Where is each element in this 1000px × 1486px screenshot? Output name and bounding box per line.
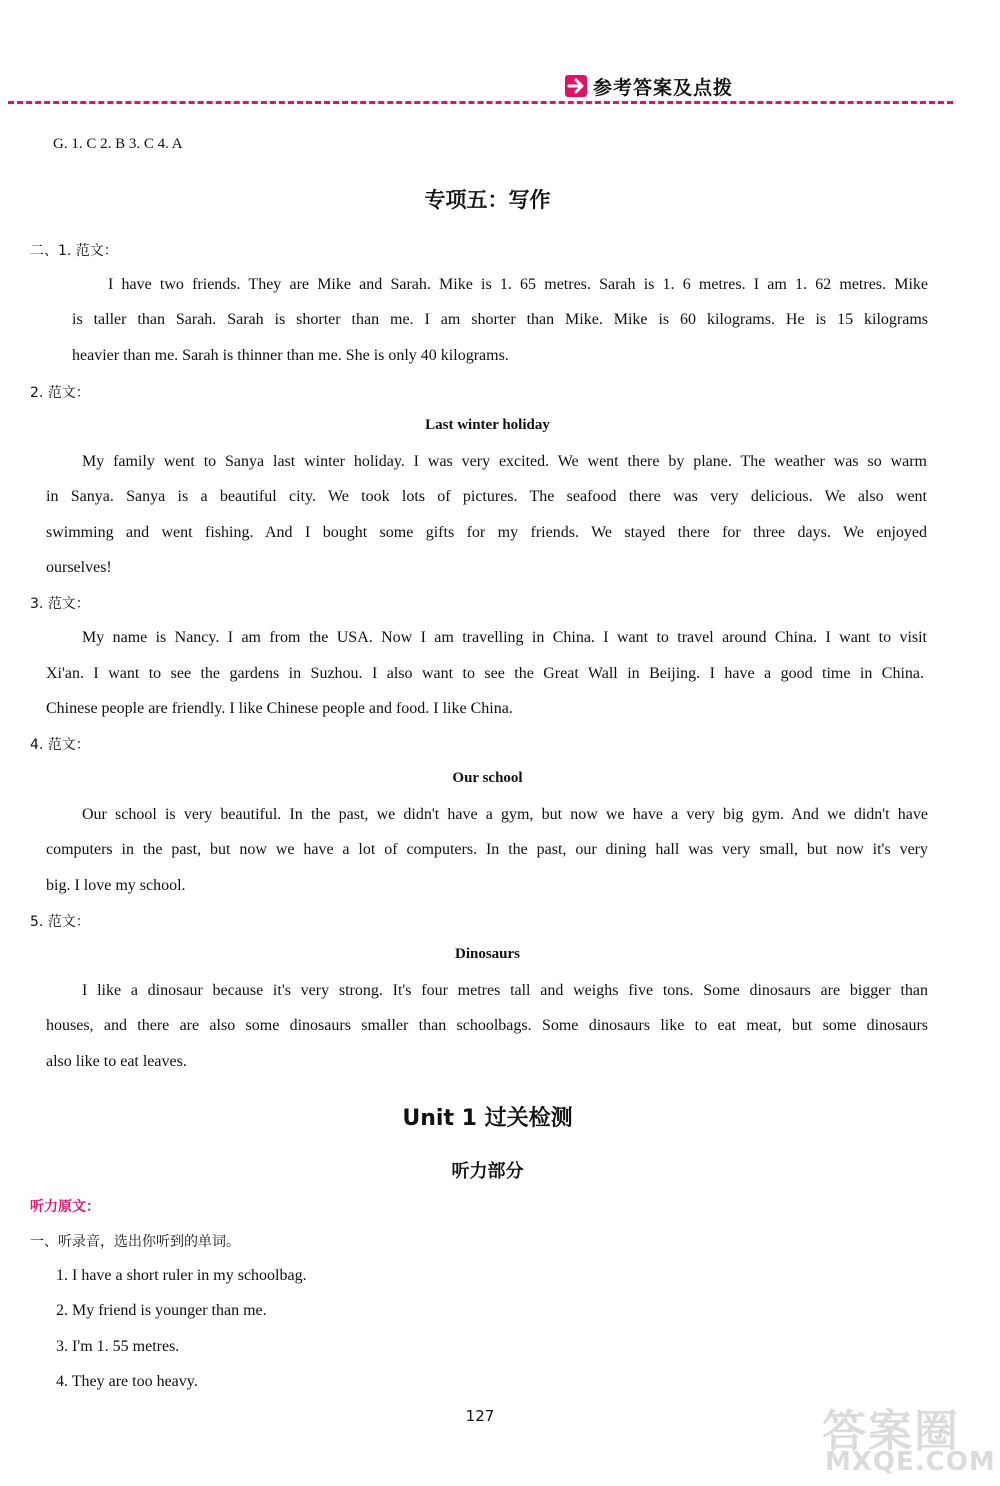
header-title: 参考答案及点拨 (593, 76, 734, 99)
essay-line: My family went to Sanya last winter holiday. I was very excited. We went there by plane. The weather was so warm (82, 453, 927, 470)
item-label: 二、1. 范文： (30, 243, 118, 259)
watermark-logo (800, 1395, 996, 1480)
essay-line: Xi'an. I want to see the gardens in Suzhou. I also want to see the Great Wall in Beijing. I have a good time in China. (46, 665, 924, 682)
essay-heading: Our school (452, 770, 523, 786)
essay-line: Our school is very beautiful. In the past, we didn't have a gym, but now we have a very big gym. And we didn't have (82, 806, 928, 823)
unit-title: Unit 1 过关检测 (402, 1106, 573, 1131)
script-label: 听力原文： (30, 1199, 100, 1215)
essay-heading: Last winter holiday (425, 417, 550, 433)
essay-line: swimming and went fishing. And I bought some gifts for my friends. We stayed there for three days. We enjoyed (46, 524, 927, 541)
page-number: 127 (465, 1407, 495, 1425)
essay-heading: Dinosaurs (454, 946, 521, 962)
unit-subtitle: 听力部分 (451, 1161, 524, 1182)
essay-line: also like to eat leaves. (46, 1053, 187, 1070)
essay-line: I have two friends. They are Mike and Sarah. Mike is 1. 65 metres. Sarah is 1. 6 metres. I am 1. 62 metres. Mike (108, 276, 928, 293)
item-label: 4. 范文： (30, 737, 90, 753)
essay-line: Chinese people are friendly. I like Chinese people and food. I like China. (46, 700, 513, 717)
list-item: 2. My friend is younger than me. (56, 1302, 267, 1319)
list-item: 3. I'm 1. 55 metres. (56, 1338, 180, 1355)
header-divider (8, 101, 953, 104)
question-label: 一、听录音，选出你听到的单词。 (30, 1234, 240, 1250)
answer-line-g: G. 1. C 2. B 3. C 4. A (53, 136, 183, 152)
item-label: 5. 范文： (30, 914, 90, 930)
item-label: 3. 范文： (30, 596, 90, 612)
essay-line: is taller than Sarah. Sarah is shorter than me. I am shorter than Mike. Mike is 60 kilograms. He is 15 kilograms (72, 311, 928, 328)
essay-line: ourselves! (46, 559, 112, 576)
essay-line: houses, and there are also some dinosaurs smaller than schoolbags. Some dinosaurs like to eat meat, but some dinosaurs (46, 1017, 928, 1034)
watermark-cn: 答案圈 (822, 1406, 960, 1457)
essay-line: computers in the past, but now we have a lot of computers. In the past, our dining hall was very small, but now it's very (46, 841, 928, 858)
essay-line: big. I love my school. (46, 877, 186, 894)
essay-line: in Sanya. Sanya is a beautiful city. We took lots of pictures. The seafood there was very delicious. We also went (46, 488, 927, 505)
section-title: 专项五：写作 (424, 188, 551, 212)
item-label: 2. 范文： (30, 385, 90, 401)
essay-line: I like a dinosaur because it's very strong. It's four metres tall and weighs five tons. Some dinosaurs are bigger than (82, 982, 928, 999)
list-item: 1. I have a short ruler in my schoolbag. (56, 1267, 307, 1284)
watermark-en: MXQE.COM (825, 1447, 996, 1477)
arrow-right-icon (565, 75, 587, 97)
essay-line: heavier than me. Sarah is thinner than me. She is only 40 kilograms. (72, 347, 509, 364)
page-header (565, 72, 733, 100)
essay-line: My name is Nancy. I am from the USA. Now I am travelling in China. I want to travel around China. I want to visit (82, 629, 927, 646)
list-item: 4. They are too heavy. (56, 1373, 198, 1390)
